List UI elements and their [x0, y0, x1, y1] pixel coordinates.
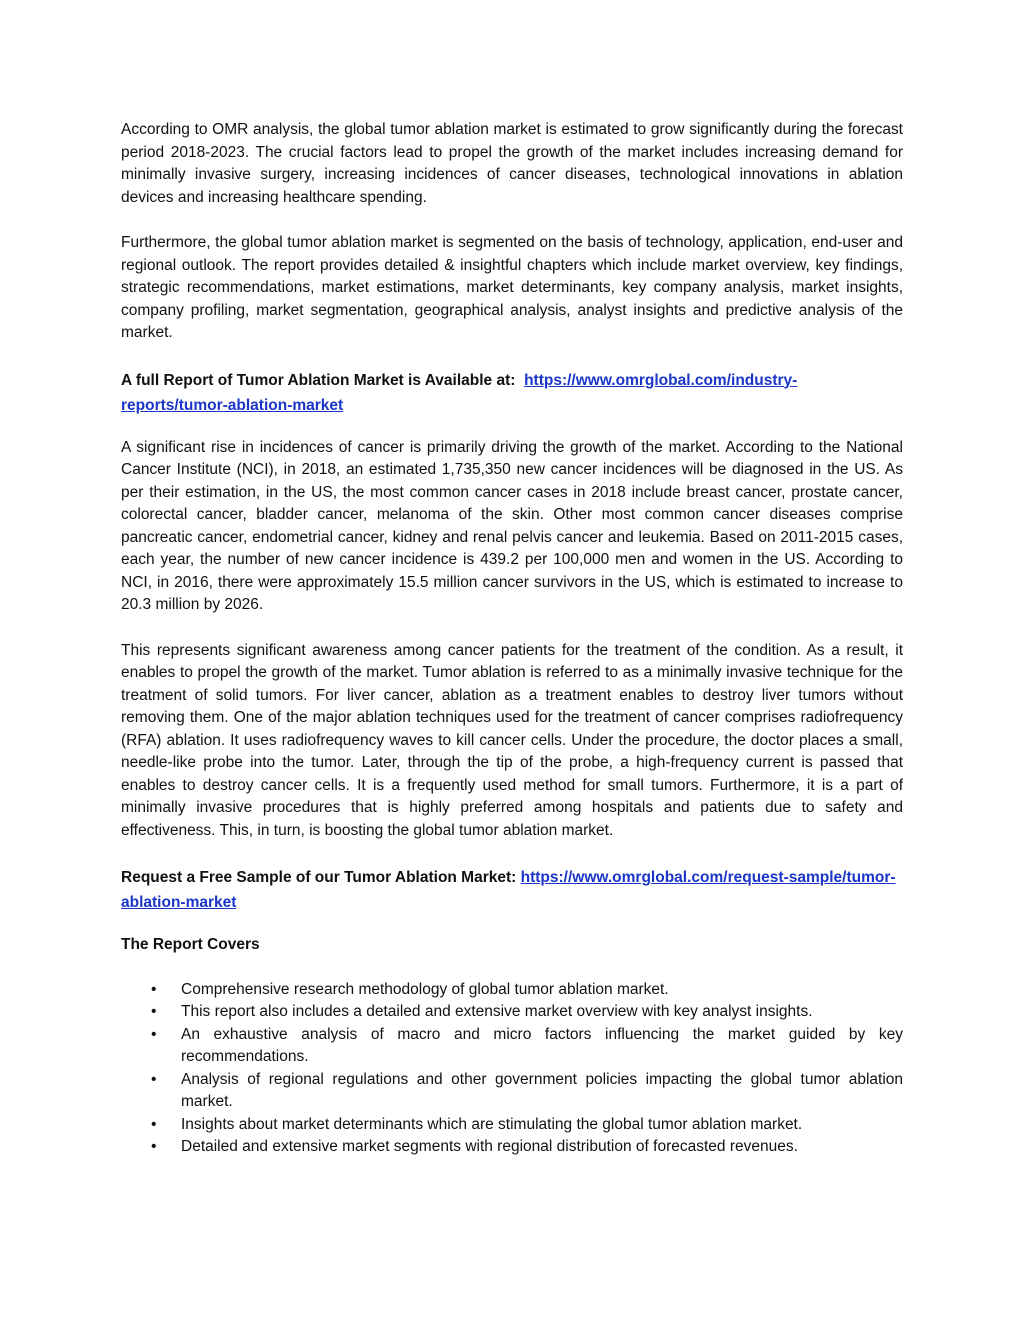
list-item-text: Detailed and extensive market segments with regional distribution of forecasted revenues. [181, 1138, 798, 1155]
list-item [121, 1114, 903, 1137]
bullet-icon: • [151, 1115, 157, 1133]
list-item [121, 1024, 903, 1069]
list-item-text: Insights about market determinants which are stimulating the global tumor ablation market. [181, 1115, 803, 1133]
sample-request-label: Request a Free Sample of our Tumor Ablation Market: [121, 869, 517, 886]
bullet-icon: • [151, 1003, 157, 1020]
sample-request-line [121, 865, 903, 915]
list-item [121, 1069, 903, 1114]
intro-paragraph: According to OMR analysis, the global tumor ablation market is estimated to grow significantly during the forecast period 2018-2023. The crucial factors lead to propel the growth of the market includes increasing demand for minimally invasive surgery, increasing incidences of cancer diseases, technological innovations in ablation devices and increasing healthcare spending. [121, 121, 903, 206]
sample-request-link[interactable]: https://www.omrglobal.com/request-sample/tumor-ablation-market [121, 869, 896, 911]
list-item-text: Analysis of regional regulations and other government policies impacting the global tumor ablation market. [181, 1070, 903, 1110]
report-covers-heading: The Report Covers [121, 936, 260, 953]
report-covers-list [121, 979, 903, 1159]
full-report-line [121, 368, 903, 418]
list-item-text: Comprehensive research methodology of global tumor ablation market. [181, 980, 669, 998]
bullet-icon: • [151, 1025, 157, 1043]
full-report-label: A full Report of Tumor Ablation Market is Available at: [121, 371, 516, 389]
full-report-link[interactable]: https://www.omrglobal.com/industry-reports/tumor-ablation-market [121, 371, 798, 414]
cancer-incidence-paragraph: A significant rise in incidences of cancer is primarily driving the growth of the market. According to the National Cancer Institute (NCI), in 2018, an estimated 1,735,350 new cancer incidences will be diagnosed in the US. As per their estimation, in the US, the most common cancer cases in 2018 include breast cancer, prostate cancer, colorectal cancer, bladder cancer, melanoma of the skin. Other most common cancer diseases comprise pancreatic cancer, endometrial cancer, kidney and renal pelvis cancer and leukemia. Based on 2011-2015 cases, each year, the number of new cancer incidence is 439.2 per 100,000 men and women in the US. According to NCI, in 2016, there were approximately 15.5 million cancer survivors in the US, which is estimated to increase to 20.3 million by 2026. [121, 438, 903, 613]
document-page [121, 119, 903, 1159]
list-item-text: This report also includes a detailed and extensive market overview with key analyst insights. [181, 1003, 813, 1020]
bullet-icon: • [151, 1138, 157, 1155]
bullet-icon: • [151, 980, 157, 998]
ablation-technique-paragraph: This represents significant awareness among cancer patients for the treatment of the condition. As a result, it enables to propel the growth of the market. Tumor ablation is referred to as a minimally invasive technique for the treatment of solid tumors. For liver cancer, ablation as a treatment enables to destroy liver tumors without removing them. One of the major ablation techniques used for the treatment of cancer comprises radiofrequency (RFA) ablation. It uses radiofrequency waves to kill cancer cells. Under the procedure, the doctor places a small, needle-like probe into the tumor. Later, through the tip of the probe, a high-frequency current is passed that enables to destroy cancer cells. It is a frequently used method for small tumors. Furthermore, it is a part of minimally invasive procedures that is highly preferred among hospitals and patients due to safety and effectiveness. This, in turn, is boosting the global tumor ablation market. [121, 641, 903, 839]
list-item-text: An exhaustive analysis of macro and micro factors influencing the market guided by key recommendations. [181, 1025, 903, 1065]
list-item [121, 979, 903, 1002]
segmentation-paragraph: Furthermore, the global tumor ablation market is segmented on the basis of technology, application, end-user and regional outlook. The report provides detailed & insightful chapters which include market overview, key findings, strategic recommendations, market estimations, market determinants, key company analysis, market insights, company profiling, market segmentation, geographical analysis, analyst insights and predictive analysis of the market. [121, 234, 903, 341]
list-item [121, 1001, 903, 1024]
list-item [121, 1136, 903, 1159]
bullet-icon: • [151, 1070, 157, 1088]
